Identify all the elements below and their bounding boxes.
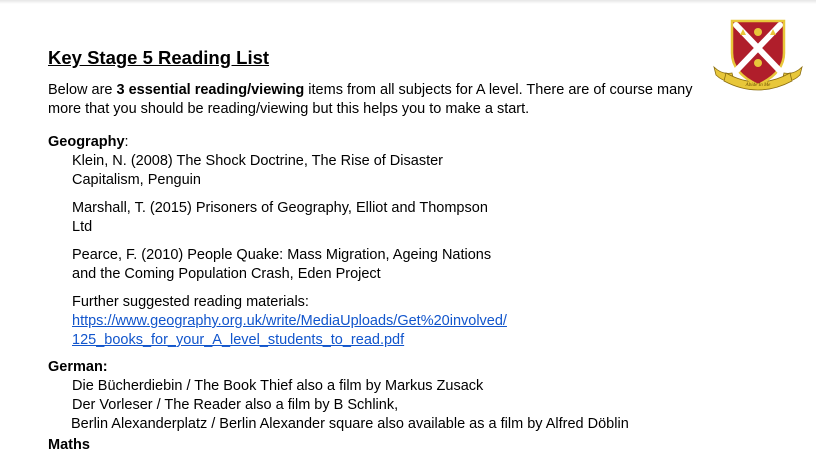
page-title: Key Stage 5 Reading List: [48, 47, 270, 68]
german-line-2: Der Vorleser / The Reader also a film by B Schlink,: [72, 397, 399, 413]
crest-emblem-bottom: [754, 59, 762, 67]
intro-paragraph: [48, 81, 708, 119]
geography-heading-text: Geography: [48, 134, 125, 150]
german-heading: German:: [48, 359, 108, 375]
next-section-heading-partial: Maths: [48, 437, 90, 453]
geography-heading-colon: :: [124, 134, 129, 150]
crest-emblem-top: [754, 28, 762, 36]
crest-motto: Abide In Me: [745, 83, 771, 88]
german-section: [48, 358, 708, 434]
document-page: [48, 47, 708, 434]
geography-entry-1: Klein, N. (2008) The Shock Doctrine, The Rise of Disaster Capitalism, Penguin: [72, 153, 443, 188]
further-reading-link-line-2[interactable]: 125_books_for_your_A_level_students_to_read.pdf: [72, 332, 405, 348]
school-crest-logo: [712, 15, 804, 97]
further-reading-label: Further suggested reading materials:: [72, 294, 309, 310]
top-shadow: [0, 0, 816, 4]
intro-bold: 3 essential reading/viewing: [116, 82, 305, 98]
german-line-1: Die Bücherdiebin / The Book Thief also a film by Markus Zusack: [72, 378, 484, 394]
geography-heading: [48, 133, 708, 152]
further-reading-link-line-1[interactable]: https://www.geography.org.uk/write/MediaUploads/Get%20involved/: [72, 313, 507, 329]
german-line-3: Berlin Alexanderplatz / Berlin Alexander square also available as a film by Alfred Döblin: [71, 416, 629, 432]
intro-before: Below are: [48, 82, 117, 98]
geography-further-reading: [72, 293, 552, 350]
intro-after: items from all subjects for A level. There are of course many more that you should be reading/viewing but this helps you to make a start.: [48, 82, 693, 117]
geography-entry-2: Marshall, T. (2015) Prisoners of Geography, Elliot and Thompson Ltd: [72, 200, 488, 235]
geography-section: [48, 133, 708, 350]
geography-entry-3: Pearce, F. (2010) People Quake: Mass Migration, Ageing Nations and the Coming Population Crash, Eden Project: [72, 247, 492, 282]
